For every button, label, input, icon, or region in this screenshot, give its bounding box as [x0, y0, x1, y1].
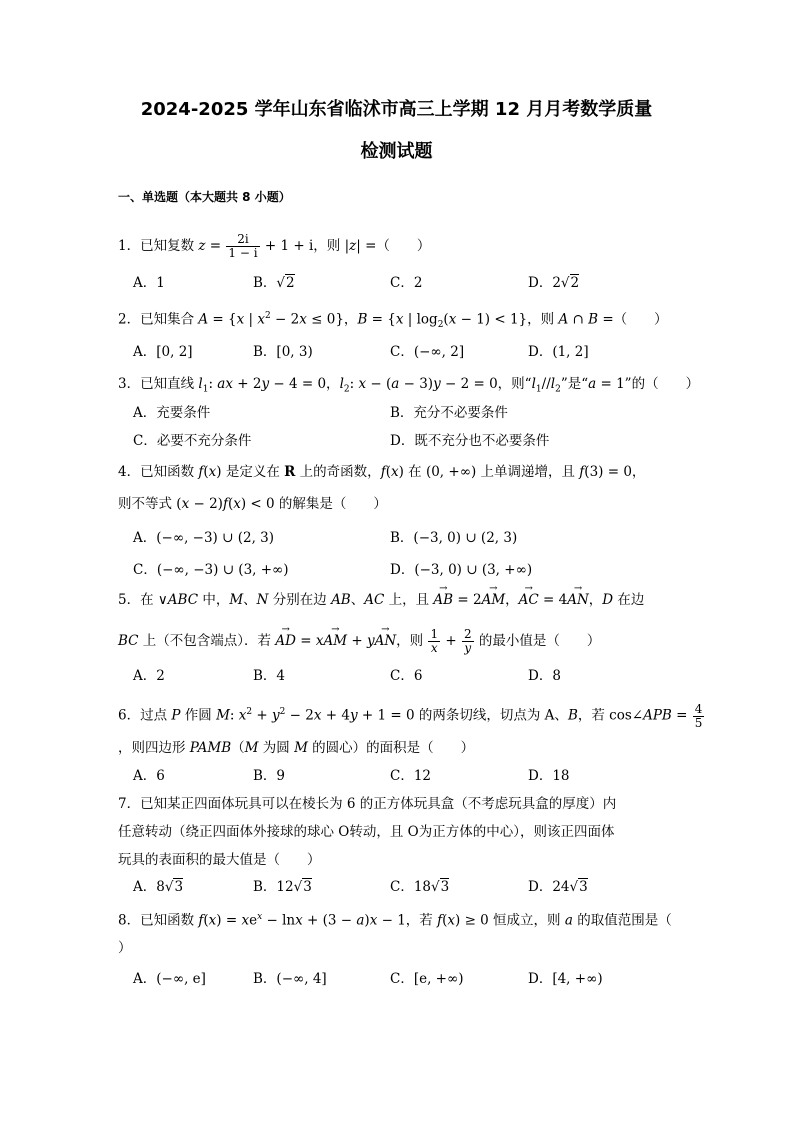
question-number: 2． — [118, 311, 141, 328]
q3-option-d: D．既不充分也不必要条件 — [390, 433, 550, 449]
q1-option-d: D．2√2 — [528, 275, 580, 291]
q3-option-b: B．充分不必要条件 — [390, 405, 508, 421]
paper-title-line2: 检测试题 — [360, 141, 433, 162]
q3-option-c: C．必要不充分条件 — [133, 433, 252, 449]
q6-option-d: D．18 — [528, 768, 570, 784]
q5-option-c: C．6 — [390, 668, 423, 684]
question-5: 5．在 ∨ABC 中，M、N 分别在边 AB、AC 上，且 → AB = 2→ AM，→ AC = 4→ AN，D 在边 — [118, 590, 644, 610]
q7-option-d: D．24√3 — [528, 879, 588, 895]
section-heading: 一、单选题（本大题共 8 小题） — [118, 190, 291, 204]
question-5-cont: BC 上（不包含端点）．若 → AD = x→ AM + y→ AN，则 $\frac{1}{x}$ + $\frac{2}{y}$ 的最小值是（ ） — [118, 628, 600, 655]
q7-option-c: C．18√3 — [390, 879, 450, 895]
q1-option-a: A．1 — [133, 275, 165, 291]
question-number: 5． — [118, 592, 141, 608]
q6-option-a: A．6 — [133, 768, 165, 784]
q1-option-b: B．√2 — [253, 275, 295, 291]
q2-option-d: D．(1, 2] — [528, 344, 589, 360]
q8-option-c: C．[e, +∞) — [390, 971, 464, 987]
question-number: 4． — [118, 464, 141, 480]
q4-option-b: B．(−3, 0) ∪ (2, 3) — [390, 530, 518, 546]
q8-option-a: A．(−∞, e] — [133, 971, 206, 987]
question-8: 8．已知函数 $f(x) = xe^x - \ln x + (3 - a)x - 1$，若 f(x) ≥ 0 恒成立，则 a 的取值范围是（ — [118, 912, 672, 929]
q2-option-b: B．[0, 3) — [253, 344, 313, 360]
question-number: 1． — [118, 238, 141, 254]
q3-option-a: A．充要条件 — [133, 405, 211, 421]
q1-option-c: C．2 — [390, 275, 423, 291]
q5-option-a: A．2 — [133, 668, 165, 684]
q8-option-b: B．(−∞, 4] — [253, 971, 327, 987]
question-number: 8． — [118, 912, 141, 929]
question-4-cont: 则不等式 (x − 2)f(x) < 0 的解集是（ ） — [118, 496, 387, 512]
q8-option-d: D．[4, +∞) — [528, 971, 603, 987]
q5-option-b: B．4 — [253, 668, 286, 684]
question-8-cont: ） — [118, 940, 132, 956]
question-4: 4．已知函数 f(x) 是定义在 R 上的奇函数，f(x) 在 (0, +∞) 上单调递增，且 f(3) = 0， — [118, 464, 646, 480]
question-3: 3．已知直线 $l_1$: ax + 2y − 4 = 0，$l_2$: x − (a − 3)y − 2 = 0，则“$l_1//l_2$”是“a = 1”的（ ） — [118, 376, 700, 395]
question-6: 6．过点 P 作圆 M: $x^2 + y^2 - 2x + 4y + 1 = 0$ 的两条切线，切点为 A、B，若 cos∠APB = $\frac{4}{5}$ — [118, 701, 703, 730]
q7-option-a: A．8√3 — [133, 879, 184, 895]
q4-option-d: D．(−3, 0) ∪ (3, +∞) — [390, 562, 533, 578]
q2-option-c: C．(−∞, 2] — [390, 344, 465, 360]
q4-option-a: A．(−∞, −3) ∪ (2, 3) — [133, 530, 275, 546]
q2-option-a: A．[0, 2] — [133, 344, 193, 360]
q5-option-d: D．8 — [528, 668, 561, 684]
paper-title-line1: 2024-2025 学年山东省临沭市高三上学期 12 月月考数学质量 — [140, 99, 653, 120]
question-7-line2: 任意转动（绕正四面体外接球的球心 O转动，且 O为正方体的中心），则该正四面体 — [118, 824, 615, 840]
q4-option-c: C．(−∞, −3) ∪ (3, +∞) — [133, 562, 289, 578]
question-number: 6． — [118, 707, 141, 724]
question-2: 2．已知集合 A = {x | $x^2 - 2x \le 0$}，B = {x | $\log_2(x - 1) < 1$}，则 A ∩ B =（ ） — [118, 311, 668, 331]
question-6-cont: ，则四边形 PAMB（M 为圆 M 的圆心）的面积是（ ） — [118, 740, 475, 756]
q6-option-b: B．9 — [253, 768, 286, 784]
question-1: 1．已知复数 z = $\frac{2i}{1 - i}$ + 1 + i，则 |z| =（ ） — [118, 232, 431, 260]
q7-option-b: B．12√3 — [253, 879, 312, 895]
q6-option-c: C．12 — [390, 768, 432, 784]
question-7-line1: 7．已知某正四面体玩具可以在棱长为 6 的正方体玩具盒（不考虑玩具盒的厚度）内 — [118, 796, 617, 812]
question-7-line3: 玩具的表面积的最大值是（ ） — [118, 852, 321, 868]
